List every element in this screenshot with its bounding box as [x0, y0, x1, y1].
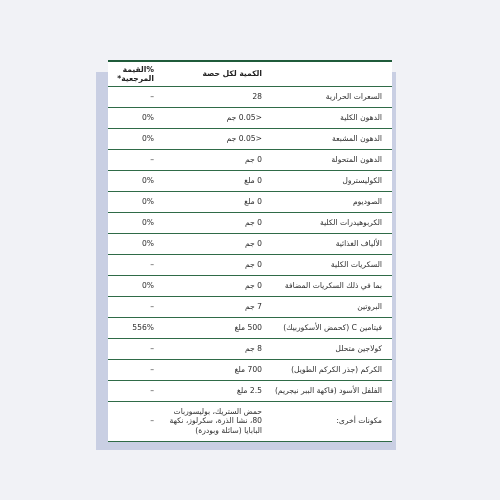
nutrient-name: فيتامين C (كحمض الأسكوربيك): [283, 322, 382, 332]
table-row: [108, 86, 392, 108]
table-row: [108, 212, 392, 234]
nutrient-daily-value: 0%: [141, 280, 154, 290]
nutrient-name: الكوليسترول: [342, 175, 382, 185]
nutrient-daily-value: –: [150, 343, 154, 353]
nutrient-amount: 0 جم: [244, 217, 262, 227]
nutrient-name: الدهون المشبعة: [332, 133, 382, 143]
table-header-row: [108, 62, 392, 87]
nutrient-amount: 0 جم: [244, 280, 262, 290]
nutrient-amount: 700 ملغ: [234, 364, 262, 374]
table-row: [108, 275, 392, 297]
nutrient-amount: 7 جم: [244, 301, 262, 311]
nutrient-daily-value: –: [150, 385, 154, 395]
nutrient-daily-value: –: [150, 301, 154, 311]
nutrition-facts-table: [108, 60, 392, 442]
nutrient-daily-value: –: [150, 364, 154, 374]
nutrient-name: الفلفل الأسود (فاكهة الببر نيجريم): [274, 385, 382, 395]
nutrient-name: بما في ذلك السكريات المضافة: [284, 280, 382, 290]
nutrient-amount: 2.5 ملغ: [236, 385, 262, 395]
nutrient-amount: 0 ملغ: [244, 175, 262, 185]
nutrient-name: السعرات الحرارية: [325, 91, 382, 101]
nutrient-amount: 0 جم: [244, 238, 262, 248]
table-row: [108, 296, 392, 318]
nutrient-amount: 500 ملغ: [234, 322, 262, 332]
nutrient-daily-value: –: [150, 154, 154, 164]
table-row: [108, 191, 392, 213]
header-amount: الكمية لكل حصة: [202, 69, 262, 79]
nutrient-daily-value: 556%: [132, 322, 154, 332]
nutrient-name: الدهون الكلية: [340, 112, 382, 122]
header-daily-value: %القيمة المرجعية*: [117, 64, 154, 83]
table-row: [108, 380, 392, 402]
nutrient-daily-value: 0%: [141, 196, 154, 206]
table-row: [108, 254, 392, 276]
nutrient-amount: <0.05 جم: [226, 133, 262, 143]
nutrient-name: الكركم (جذر الكركم الطويل): [291, 364, 382, 374]
nutrient-name: السكريات الكلية: [330, 259, 382, 269]
table-row: [108, 338, 392, 360]
nutrient-daily-value: 0%: [141, 133, 154, 143]
nutrient-amount: 0 جم: [244, 154, 262, 164]
nutrient-amount: 0 ملغ: [244, 196, 262, 206]
table-row: [108, 107, 392, 129]
table-row: [108, 170, 392, 192]
header-nutrient: [272, 62, 382, 86]
nutrient-daily-value: 0%: [141, 175, 154, 185]
table-row: [108, 359, 392, 381]
table-row: [108, 317, 392, 339]
nutrient-name: البروتين: [357, 301, 382, 311]
nutrient-daily-value: –: [150, 259, 154, 269]
nutrient-name: الألياف الغذائية: [335, 238, 382, 248]
nutrient-amount: <0.05 جم: [226, 112, 262, 122]
nutrient-amount: 0 جم: [244, 259, 262, 269]
nutrient-amount: 8 جم: [244, 343, 262, 353]
nutrient-name: مكونات أخرى:: [336, 416, 382, 426]
nutrient-daily-value: –: [150, 416, 154, 426]
table-row: [108, 149, 392, 171]
nutrient-amount: 28: [252, 91, 262, 101]
nutrient-daily-value: 0%: [141, 112, 154, 122]
table-row: [108, 233, 392, 255]
table-row: [108, 128, 392, 150]
table-row: [108, 401, 392, 442]
nutrient-daily-value: 0%: [141, 238, 154, 248]
nutrient-name: الصوديوم: [352, 196, 382, 206]
nutrient-daily-value: 0%: [141, 217, 154, 227]
nutrient-daily-value: –: [150, 91, 154, 101]
nutrient-name: كولاجين متحلل: [335, 343, 382, 353]
nutrient-name: الكربوهيدرات الكلية: [320, 217, 382, 227]
nutrient-amount: حمض الستريك، بوليسوربات 80، نشا الذرة، سكرلوز، نكهة البابايا (سائلة وبودرة): [169, 406, 262, 435]
nutrient-name: الدهون المتحولة: [331, 154, 382, 164]
